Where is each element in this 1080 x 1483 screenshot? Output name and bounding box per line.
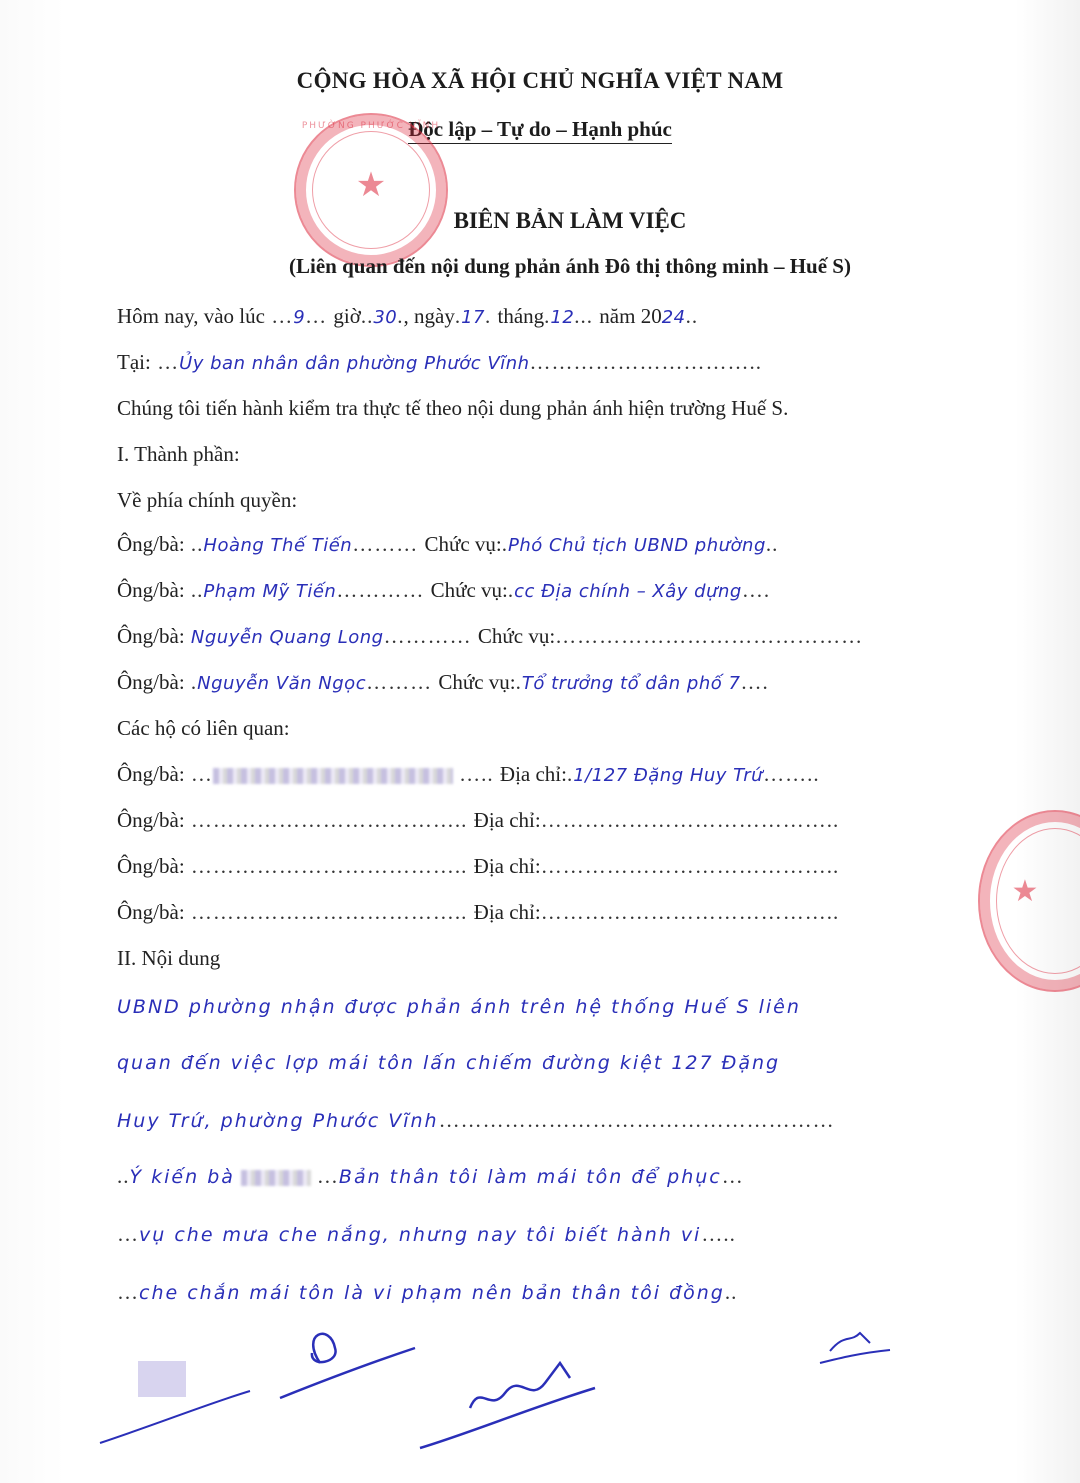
- official-row: Ông/bà: Nguyễn Quang Long………… Chức vụ:……………………………………: [117, 624, 864, 648]
- intro-text: Chúng tôi tiến hành kiểm tra thực tế theo nội dung phản ánh hiện trường Huế S.: [117, 396, 789, 420]
- redacted-name: [213, 768, 453, 784]
- content-text: che chắn mái tôn là vi phạm nên bản thân tôi đồng: [139, 1282, 725, 1304]
- stamp-star-icon: ★: [355, 165, 387, 205]
- section1-heading: I. Thành phần:: [117, 442, 240, 466]
- content-text: UBND phường nhận được phản ánh trên hệ thống Huế S liên: [117, 996, 801, 1018]
- official-stamp-side: [978, 810, 1080, 992]
- address-label: Địa chỉ:: [473, 854, 541, 878]
- person-label: Ông/bà:: [117, 900, 185, 924]
- official-name: Hoàng Thế Tiến: [203, 535, 353, 556]
- motto-text: Độc lập – Tự do – Hạnh phúc: [408, 117, 672, 144]
- signature-2: [420, 1363, 595, 1448]
- official-row: Ông/bà: ..Phạm Mỹ Tiến………… Chức vụ:.cc Địa chính – Xây dựng….: [117, 578, 771, 602]
- address-label: Địa chỉ:: [499, 762, 567, 786]
- national-motto: [0, 117, 1080, 142]
- minute-value: 30: [373, 307, 398, 328]
- official-name: Phạm Mỹ Tiến: [203, 581, 337, 602]
- content-text: Bản thân tôi làm mái tôn để phục: [338, 1166, 722, 1188]
- content-line: [117, 994, 801, 1019]
- person-label: Ông/bà:: [117, 670, 185, 694]
- official-name: Nguyễn Quang Long: [190, 627, 384, 648]
- position-label: Chức vụ:: [477, 624, 556, 648]
- hour-value: 9: [293, 307, 306, 328]
- household-row: Ông/bà: ……………………………….. Địa chỉ:…………………………………..: [117, 808, 840, 832]
- location-value: Ủy ban nhân dân phường Phước Vĩnh: [179, 353, 530, 374]
- day-value: 17: [461, 307, 485, 328]
- month-value: 12: [550, 307, 575, 328]
- content-line: Huy Trứ, phường Phước Vĩnh………………………………………………: [117, 1108, 835, 1132]
- year-label: năm 20: [599, 304, 662, 328]
- household-row: Ông/bà: ……………………………….. Địa chỉ:…………………………………..: [117, 854, 840, 878]
- content-line: …che chắn mái tôn là vi phạm nên bản thân tôi đồng..: [117, 1280, 738, 1304]
- day-label: , ngày: [403, 304, 455, 328]
- document-subtitle: (Liên quan đến nội dung phản ánh Đô thị thông minh – Huế S): [289, 254, 851, 278]
- time-prefix: Hôm nay, vào lúc: [117, 304, 265, 328]
- official-position: cc Địa chính – Xây dựng: [514, 581, 742, 602]
- person-label: Ông/bà:: [117, 624, 185, 648]
- address-label: Địa chỉ:: [473, 900, 541, 924]
- document-title: BIÊN BẢN LÀM VIỆC: [453, 208, 687, 233]
- stamp-text: PHƯỜNG PHƯỚC VĨNH: [301, 121, 441, 131]
- official-position: Phó Chủ tịch UBND phường: [508, 535, 766, 556]
- redacted-name: [241, 1170, 311, 1186]
- position-label: Chức vụ:: [438, 670, 516, 694]
- signature-3: [820, 1333, 890, 1363]
- official-row: Ông/bà: ..Hoàng Thế Tiến……… Chức vụ:.Phó Chủ tịch UBND phường..: [117, 532, 779, 556]
- content-text: quan đến việc lợp mái tôn lấn chiếm đường kiệt 127 Đặng: [117, 1052, 781, 1074]
- government-heading: Về phía chính quyền:: [117, 488, 298, 512]
- position-label: Chức vụ:: [424, 532, 502, 556]
- content-line: ..Ý kiến bà …Bản thân tôi làm mái tôn để phục…: [117, 1164, 744, 1188]
- household-row: Ông/bà: … ….. Địa chỉ:.1/127 Đặng Huy Trứ……..: [117, 762, 820, 786]
- person-label: Ông/bà:: [117, 808, 185, 832]
- location-label: Tại:: [117, 350, 151, 374]
- official-row: Ông/bà: .Nguyễn Văn Ngọc……… Chức vụ:.Tổ trưởng tổ dân phố 7….: [117, 670, 769, 694]
- content-text: Ý kiến bà: [129, 1166, 235, 1188]
- address-label: Địa chỉ:: [473, 808, 541, 832]
- person-label: Ông/bà:: [117, 854, 185, 878]
- time-line: Hôm nay, vào lúc …9… giờ..30., ngày.17. tháng.12... năm 2024..: [117, 304, 699, 328]
- content-text: Huy Trứ, phường Phước Vĩnh: [117, 1110, 439, 1132]
- person-label: Ông/bà:: [117, 578, 185, 602]
- household-row: Ông/bà: ……………………………….. Địa chỉ:…………………………………..: [117, 900, 840, 924]
- signature-1: [280, 1334, 415, 1398]
- location-line: Tại: …Ủy ban nhân dân phường Phước Vĩnh…………………………..: [117, 350, 763, 374]
- official-position: Tổ trưởng tổ dân phố 7: [521, 673, 741, 694]
- households-heading: Các hộ có liên quan:: [117, 716, 290, 740]
- redacted-signature: [138, 1361, 186, 1397]
- household-address: 1/127 Đặng Huy Trứ: [573, 765, 764, 786]
- content-line: [117, 1050, 780, 1075]
- position-label: Chức vụ:: [430, 578, 508, 602]
- person-label: Ông/bà:: [117, 762, 185, 786]
- year-value: 24: [661, 307, 686, 328]
- stamp-star-icon: ★: [1011, 874, 1039, 909]
- hour-label: giờ: [333, 304, 361, 328]
- signatures: [0, 1303, 1080, 1483]
- official-name: Nguyễn Văn Ngọc: [197, 673, 367, 694]
- official-stamp-top: [294, 113, 448, 267]
- signature-stroke: [100, 1391, 250, 1443]
- content-line: …vụ che mưa che nắng, nhưng nay tôi biết hành vi…..: [117, 1222, 736, 1246]
- section2-heading: II. Nội dung: [117, 946, 221, 970]
- content-text: vụ che mưa che nắng, nhưng nay tôi biết hành vi: [139, 1224, 702, 1246]
- person-label: Ông/bà:: [117, 532, 185, 556]
- national-header: CỘNG HÒA XÃ HỘI CHỦ NGHĨA VIỆT NAM: [296, 68, 784, 93]
- month-label: tháng: [497, 304, 545, 328]
